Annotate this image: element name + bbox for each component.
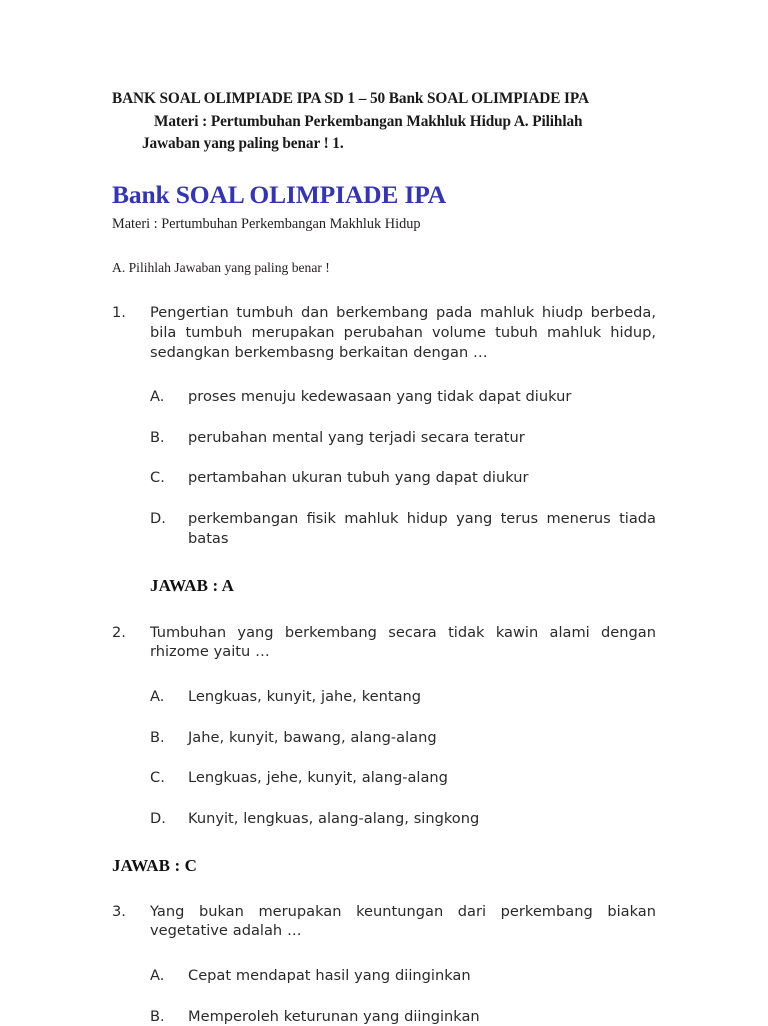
question-text: Yang bukan merupakan keuntungan dari perkembang biakan vegetative adalah … (150, 902, 656, 940)
option-item[interactable] (112, 768, 656, 788)
header-line-1: BANK SOAL OLIMPIADE IPA SD 1 – 50 Bank SOAL OLIMPIADE IPA (112, 90, 589, 107)
option-letter: A. (150, 967, 165, 985)
option-letter: C. (150, 469, 165, 487)
option-item[interactable] (112, 387, 656, 407)
answer-key: JAWAB : C (112, 856, 197, 876)
question-text: Pengertian tumbuh dan berkembang pada mahluk hiudp berbeda, bila tumbuh merupakan perubahan volume tubuh mahluk hidup, sedangkan berkembasng berkaitan dengan … (150, 304, 656, 361)
option-text: perkembangan fisik mahluk hidup yang terus menerus tiada batas (188, 510, 656, 547)
option-letter: D. (150, 809, 166, 827)
option-letter: B. (150, 428, 165, 446)
option-text: Lengkuas, jehe, kunyit, alang-alang (188, 769, 448, 787)
question-number: 3. (112, 902, 126, 920)
page-title: Bank SOAL OLIMPIADE IPA (112, 179, 447, 209)
question-item (112, 303, 656, 362)
option-letter: C. (150, 769, 165, 787)
question-number: 1. (112, 304, 126, 322)
option-text: perubahan mental yang terjadi secara teratur (188, 428, 525, 446)
question-text: Tumbuhan yang berkembang secara tidak kawin alami dengan rhizome yaitu … (150, 623, 656, 661)
option-item[interactable] (112, 1007, 656, 1026)
document-content-column (112, 88, 656, 1026)
option-item[interactable] (112, 966, 656, 986)
option-item[interactable] (112, 728, 656, 748)
option-text: Lengkuas, kunyit, jahe, kentang (188, 687, 422, 705)
document-instruction: A. Pilihlah Jawaban yang paling benar ! (112, 260, 330, 276)
option-text: Kunyit, lengkuas, alang-alang, singkong (188, 809, 480, 827)
option-text: Jahe, kunyit, bawang, alang-alang (188, 728, 437, 746)
option-item[interactable] (112, 428, 656, 448)
answer-key: JAWAB : A (150, 576, 235, 596)
header-line-2: Materi : Pertumbuhan Perkembangan Makhluk Hidup A. Pilihlah (154, 112, 583, 130)
option-text: Cepat mendapat hasil yang diinginkan (188, 967, 471, 985)
option-letter: D. (150, 510, 166, 528)
option-text: proses menuju kedewasaan yang tidak dapat diukur (188, 388, 572, 406)
option-text: Memperoleh keturunan yang diinginkan (188, 1007, 480, 1025)
question-item (112, 902, 656, 941)
option-letter: B. (150, 1007, 165, 1025)
option-letter: B. (150, 728, 165, 746)
option-letter: A. (150, 388, 165, 406)
question-number: 2. (112, 623, 126, 641)
document-subtitle: Materi : Pertumbuhan Perkembangan Makhluk Hidup (112, 216, 421, 233)
option-letter: A. (150, 687, 165, 705)
header-line-3: Jawaban yang paling benar ! 1. (142, 135, 344, 153)
option-item[interactable] (112, 468, 656, 488)
document-header (112, 88, 656, 156)
option-text: pertambahan ukuran tubuh yang dapat diukur (188, 469, 529, 487)
option-item[interactable] (112, 687, 656, 707)
option-item[interactable] (112, 509, 656, 548)
option-item[interactable] (112, 809, 656, 829)
question-item (112, 623, 656, 662)
